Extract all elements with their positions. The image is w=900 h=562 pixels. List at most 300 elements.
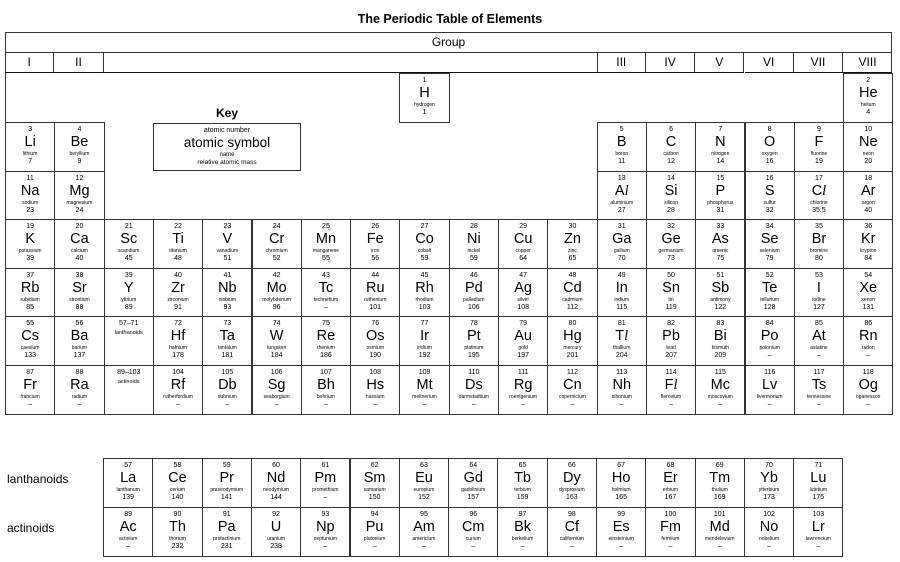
atomic-number: 98 <box>567 511 576 518</box>
element-cell-eu <box>399 458 449 508</box>
atomic-symbol: Sr <box>72 279 87 296</box>
atomic-symbol: Gd <box>463 470 483 486</box>
element-name: oganesson <box>856 393 881 400</box>
atomic-number: 87 <box>26 368 35 376</box>
element-name: plutonium <box>363 536 386 542</box>
atomic-number: 100 <box>664 511 677 518</box>
element-name: carbon <box>663 151 679 157</box>
atomic-symbol: Os <box>365 328 385 344</box>
atomic-number: 4 <box>77 126 82 133</box>
element-name: iodine <box>812 296 826 303</box>
atomic-symbol: Fl <box>664 376 678 393</box>
element-name: cerium <box>169 487 185 493</box>
element-name: copper <box>515 248 531 254</box>
element-name: gadolinium <box>461 487 486 493</box>
element-cell-xe <box>843 268 893 318</box>
atomic-mass: 7 <box>28 158 33 165</box>
atomic-symbol: U <box>270 519 282 535</box>
element-cell-cr <box>252 219 302 269</box>
atomic-number: 29 <box>519 223 528 230</box>
atomic-mass: 108 <box>517 303 529 311</box>
atomic-mass: – <box>866 352 871 359</box>
atomic-mass: 167 <box>664 494 677 501</box>
atomic-symbol: He <box>858 85 878 101</box>
atomic-number: 106 <box>270 368 283 376</box>
atomic-number: 53 <box>815 271 823 279</box>
atomic-number: 111 <box>517 368 529 376</box>
atomic-number: 54 <box>864 271 873 279</box>
element-cell-sb <box>695 268 745 318</box>
atomic-mass: 73 <box>667 255 675 262</box>
element-cell-cs <box>5 316 55 366</box>
placeholder-cell-lanthanoids <box>104 316 154 366</box>
atomic-symbol: Bk <box>514 519 531 535</box>
element-name: uranium <box>267 536 286 542</box>
atomic-number: 37 <box>26 271 35 279</box>
atomic-symbol: Th <box>168 519 186 535</box>
element-cell-pb <box>646 316 696 366</box>
atomic-symbol: Sn <box>662 279 680 296</box>
element-name: bohrium <box>316 393 335 400</box>
atomic-symbol: Fe <box>366 231 384 247</box>
atomic-symbol: Yb <box>760 470 778 486</box>
atomic-symbol: Cn <box>563 376 582 393</box>
element-cell-na <box>5 171 55 221</box>
element-name: thulium <box>711 487 728 493</box>
element-cell-fl <box>646 365 696 415</box>
atomic-number-range: 57–71 <box>119 320 139 327</box>
element-cell-te <box>745 268 795 318</box>
element-cell-rn <box>843 316 893 366</box>
element-name: helium <box>860 102 876 108</box>
element-cell-re <box>301 316 351 366</box>
atomic-symbol: Co <box>415 231 434 247</box>
element-cell-mg <box>54 171 104 221</box>
atomic-mass: 103 <box>418 303 431 311</box>
element-name: tantalum <box>217 345 237 351</box>
element-cell-ra <box>54 365 104 415</box>
atomic-symbol: Np <box>316 519 335 535</box>
atomic-mass: 137 <box>73 352 86 359</box>
element-name: livermorium <box>756 393 783 400</box>
atomic-mass: 190 <box>369 352 382 359</box>
atomic-symbol: Ta <box>219 328 235 344</box>
atomic-symbol: Rn <box>858 328 878 344</box>
element-name: gold <box>518 345 528 351</box>
key-box <box>153 123 301 171</box>
atomic-mass: 23 <box>26 206 35 214</box>
atomic-symbol: Si <box>664 182 678 199</box>
element-name: astatine <box>810 345 828 351</box>
element-cell-er <box>645 458 695 508</box>
element-name: seaborgium <box>263 393 290 400</box>
element-name: roentgenium <box>509 393 538 400</box>
element-name: lithium <box>22 151 38 157</box>
atomic-number: 90 <box>173 511 182 518</box>
atomic-symbol: Dy <box>562 470 581 486</box>
element-cell-th <box>152 507 202 557</box>
element-name: zinc <box>567 248 577 254</box>
atomic-number: 28 <box>469 223 478 230</box>
atomic-symbol: Ts <box>811 376 827 393</box>
element-cell-md <box>695 507 745 557</box>
atomic-number: 24 <box>272 223 281 230</box>
atomic-mass: – <box>77 400 82 408</box>
atomic-number: 76 <box>371 320 380 327</box>
element-cell-ru <box>350 268 400 318</box>
atomic-mass: 119 <box>665 303 677 311</box>
atomic-symbol: Cs <box>21 328 40 344</box>
atomic-mass: 127 <box>813 303 825 311</box>
atomic-symbol: Cd <box>563 279 582 296</box>
atomic-mass: 70 <box>617 255 626 262</box>
atomic-mass: – <box>569 543 574 550</box>
element-cell-ni <box>449 219 499 269</box>
atomic-symbol: Rf <box>170 376 186 393</box>
atomic-mass: 195 <box>467 352 480 359</box>
atomic-symbol: Ac <box>119 519 137 535</box>
element-name: einsteinium <box>608 536 634 542</box>
atomic-symbol: Pm <box>314 470 337 486</box>
atomic-number: 13 <box>617 174 626 182</box>
atomic-symbol: Tl <box>615 328 629 344</box>
atomic-mass: – <box>323 543 328 550</box>
element-cell-nb <box>202 268 252 318</box>
element-cell-zn <box>547 219 597 269</box>
atomic-mass: 169 <box>713 494 726 501</box>
element-cell-au <box>498 316 548 366</box>
element-cell-ga <box>597 219 647 269</box>
element-name: scandium <box>118 248 140 254</box>
element-cell-p <box>695 171 745 221</box>
atomic-mass: 115 <box>616 303 628 311</box>
atomic-mass: 24 <box>75 206 84 214</box>
atomic-mass: – <box>767 400 772 408</box>
atomic-number: 14 <box>667 174 675 182</box>
atomic-symbol: Cu <box>513 231 533 247</box>
atomic-number: 48 <box>568 271 577 279</box>
element-cell-ge <box>646 219 696 269</box>
atomic-number: 32 <box>667 223 675 230</box>
atomic-symbol: Te <box>761 279 778 296</box>
element-name: curium <box>465 536 481 542</box>
atomic-mass: 91 <box>174 303 182 311</box>
atomic-number: 80 <box>568 320 577 327</box>
element-name: mendelevium <box>704 536 735 542</box>
element-cell-ho <box>596 458 646 508</box>
element-name: dubnium <box>217 393 237 400</box>
atomic-mass: 144 <box>270 494 282 501</box>
atomic-symbol: Ho <box>611 470 631 486</box>
element-cell-ag <box>498 268 548 318</box>
atomic-mass: – <box>421 543 426 550</box>
placeholder-cell-actinoids <box>104 365 154 415</box>
element-cell-sc <box>104 219 154 269</box>
group-label-7: VII <box>794 53 843 73</box>
element-cell-ca <box>54 219 104 269</box>
atomic-number: 105 <box>221 368 234 376</box>
atomic-number: 20 <box>75 223 84 230</box>
element-cell-li <box>5 122 55 172</box>
element-name: fermium <box>661 536 680 542</box>
element-cell-bk <box>497 507 547 557</box>
element-cell-o <box>745 122 795 172</box>
element-cell-rg <box>498 365 548 415</box>
element-name: erbium <box>662 487 679 493</box>
atomic-symbol: Pd <box>464 279 483 296</box>
atomic-number: 97 <box>518 511 527 518</box>
element-name: strontium <box>69 296 90 303</box>
page-title: The Periodic Table of Elements <box>357 12 543 26</box>
element-name: neodymium <box>263 487 289 493</box>
atomic-symbol: Se <box>760 231 779 247</box>
key-atomic-number: atomic number <box>203 127 251 134</box>
atomic-mass: – <box>471 543 476 550</box>
atomic-symbol: Sb <box>711 279 730 296</box>
atomic-number: 38 <box>75 271 84 279</box>
atomic-number: 56 <box>75 320 84 327</box>
element-cell-cf <box>547 507 597 557</box>
atomic-symbol: Mg <box>69 182 90 199</box>
element-name: gallium <box>613 248 630 254</box>
element-name: oxygen <box>761 151 778 157</box>
atomic-mass: 27 <box>617 206 626 214</box>
element-name: antimony <box>710 296 731 303</box>
series-name: actinoids <box>117 378 140 385</box>
element-name: flerovium <box>660 393 682 400</box>
element-name: rubidium <box>20 296 40 303</box>
element-name: chlorine <box>810 199 828 206</box>
atomic-number: 2 <box>866 77 871 84</box>
atomic-symbol: Tm <box>709 470 731 486</box>
atomic-mass: – <box>816 400 821 408</box>
atomic-number: 30 <box>568 223 577 230</box>
element-name: tennessine <box>806 393 832 400</box>
element-cell-ti <box>153 219 203 269</box>
atomic-mass: – <box>767 352 772 359</box>
atomic-number: 67 <box>617 462 626 469</box>
atomic-number: 22 <box>174 223 182 230</box>
atomic-symbol: Ds <box>464 376 483 393</box>
element-name: sulfur <box>763 199 776 206</box>
atomic-mass: – <box>28 400 33 408</box>
element-cell-ta <box>202 316 252 366</box>
atomic-mass: 122 <box>714 303 727 311</box>
element-name: barium <box>71 345 88 351</box>
element-name: argon <box>861 199 875 206</box>
element-cell-mc <box>695 365 745 415</box>
element-name: rhenium <box>316 345 335 351</box>
atomic-symbol: Lv <box>761 376 778 393</box>
atomic-mass: – <box>372 543 377 550</box>
group-label-2: II <box>54 53 103 73</box>
element-name: holmium <box>611 487 631 493</box>
atomic-number: 79 <box>519 320 528 327</box>
element-cell-pd <box>449 268 499 318</box>
element-cell-co <box>399 219 449 269</box>
element-name: actinium <box>118 536 138 542</box>
atomic-number: 58 <box>173 462 182 469</box>
element-name: francium <box>20 393 40 400</box>
atomic-mass: 51 <box>223 255 232 262</box>
atomic-mass: – <box>570 400 575 408</box>
element-cell-cd <box>547 268 597 318</box>
element-cell-rf <box>153 365 203 415</box>
atomic-number: 117 <box>813 368 825 376</box>
element-name: thorium <box>169 536 186 542</box>
atomic-symbol: Cr <box>268 231 285 247</box>
element-name: neptunium <box>313 536 338 542</box>
element-cell-sm <box>350 458 400 508</box>
atomic-number: 52 <box>765 271 774 279</box>
atomic-mass: 181 <box>221 352 234 359</box>
atomic-symbol: Li <box>24 134 36 150</box>
atomic-mass: 55 <box>322 255 330 262</box>
element-cell-ar <box>843 171 893 221</box>
atomic-number: 11 <box>26 174 34 182</box>
atomic-mass: 139 <box>122 494 134 501</box>
element-name: yttrium <box>121 296 137 303</box>
element-name: cobalt <box>417 248 432 254</box>
atomic-mass: 140 <box>171 494 184 501</box>
atomic-mass: 150 <box>368 494 381 501</box>
element-cell-dy <box>547 458 597 508</box>
atomic-number: 44 <box>371 271 380 279</box>
element-cell-w <box>252 316 302 366</box>
atomic-mass: 112 <box>566 303 579 311</box>
element-cell-os <box>350 316 400 366</box>
atomic-symbol: Al <box>614 182 629 199</box>
atomic-symbol: Pr <box>219 470 234 486</box>
element-cell-pr <box>202 458 252 508</box>
atomic-mass: 4 <box>866 109 871 116</box>
atomic-mass: 64 <box>519 255 528 262</box>
element-cell-es <box>596 507 646 557</box>
element-cell-pu <box>350 507 400 557</box>
atomic-number: 55 <box>26 320 35 327</box>
atomic-mass: 75 <box>716 255 725 262</box>
atomic-number: 69 <box>715 462 724 469</box>
element-cell-ac <box>103 507 153 557</box>
atomic-symbol: Ca <box>70 231 89 247</box>
atomic-mass: – <box>669 400 673 408</box>
atomic-mass: 152 <box>418 494 430 501</box>
atomic-symbol: I <box>816 279 821 296</box>
element-cell-mt <box>399 365 449 415</box>
element-name: krypton <box>860 248 877 254</box>
atomic-symbol: Mn <box>315 231 337 247</box>
element-name: germanium <box>658 248 684 254</box>
atomic-symbol: Hg <box>563 328 582 344</box>
atomic-number: 27 <box>420 223 429 230</box>
element-name: aluminium <box>610 199 634 206</box>
element-cell-mo <box>252 268 302 318</box>
atomic-mass: 45 <box>124 255 133 262</box>
element-cell-db <box>202 365 252 415</box>
element-cell-fe <box>350 219 400 269</box>
atomic-mass: – <box>373 400 378 408</box>
atomic-symbol: Mo <box>266 279 287 296</box>
atomic-symbol: Bi <box>713 328 727 344</box>
atomic-mass: 14 <box>716 158 725 165</box>
atomic-number: 115 <box>714 368 726 376</box>
atomic-mass: 11 <box>618 158 626 165</box>
element-name: tungsten <box>267 345 287 351</box>
element-name: cadmium <box>562 296 583 303</box>
atomic-symbol: Lr <box>811 519 825 535</box>
atomic-mass: 238 <box>270 543 282 550</box>
group-label-8: VIII <box>843 53 892 73</box>
element-name: nickel <box>467 248 481 254</box>
atomic-number: 65 <box>518 462 527 469</box>
element-name: iron <box>371 248 380 254</box>
atomic-number: 1 <box>422 77 427 84</box>
element-name: darmstadtium <box>458 393 489 400</box>
atomic-mass: – <box>619 543 624 550</box>
atomic-mass: 141 <box>220 494 233 501</box>
element-cell-pm <box>300 458 350 508</box>
atomic-mass: 157 <box>467 494 480 501</box>
element-name: palladium <box>463 296 485 303</box>
element-name: samarium <box>363 487 386 493</box>
atomic-symbol: C <box>665 134 677 150</box>
atomic-mass: 93 <box>223 303 232 311</box>
atomic-symbol: Bh <box>317 376 335 393</box>
element-name: titanium <box>169 248 187 254</box>
element-cell-si <box>646 171 696 221</box>
element-name: molybdenum <box>262 296 291 303</box>
atomic-mass: – <box>323 494 328 501</box>
atomic-mass: 209 <box>714 352 727 359</box>
atomic-mass: 19 <box>815 158 823 165</box>
atomic-number: 57 <box>124 462 133 469</box>
atomic-symbol: Ge <box>661 231 681 247</box>
atomic-mass: 106 <box>467 303 480 311</box>
atomic-mass: 197 <box>517 352 529 359</box>
atomic-mass: 178 <box>172 352 184 359</box>
element-cell-ds <box>449 365 499 415</box>
atomic-mass: 16 <box>765 158 774 165</box>
atomic-number: 116 <box>764 368 776 376</box>
element-cell-br <box>794 219 844 269</box>
element-cell-nh <box>597 365 647 415</box>
element-cell-fm <box>645 507 695 557</box>
element-cell-he <box>843 73 893 123</box>
element-cell-u <box>251 507 301 557</box>
atomic-mass: 133 <box>24 352 36 359</box>
atomic-number: 101 <box>713 511 726 518</box>
element-cell-se <box>745 219 795 269</box>
atomic-number: 47 <box>519 271 528 279</box>
element-name: mercury <box>563 345 582 351</box>
element-name: silicon <box>664 199 678 206</box>
atomic-symbol: Nd <box>266 470 286 486</box>
element-name: ruthenium <box>364 296 387 303</box>
element-cell-ir <box>399 316 449 366</box>
element-name: lead <box>666 345 676 351</box>
atomic-mass: 159 <box>516 494 529 501</box>
element-cell-mn <box>301 219 351 269</box>
element-name: praseodymium <box>210 487 244 493</box>
atomic-mass: 163 <box>565 494 578 501</box>
atomic-number: 18 <box>864 174 873 182</box>
element-cell-sr <box>54 268 104 318</box>
atomic-number: 81 <box>617 320 626 327</box>
element-cell-am <box>399 507 449 557</box>
atomic-symbol: Tc <box>318 279 334 296</box>
element-cell-lv <box>745 365 795 415</box>
element-cell-zr <box>153 268 203 318</box>
